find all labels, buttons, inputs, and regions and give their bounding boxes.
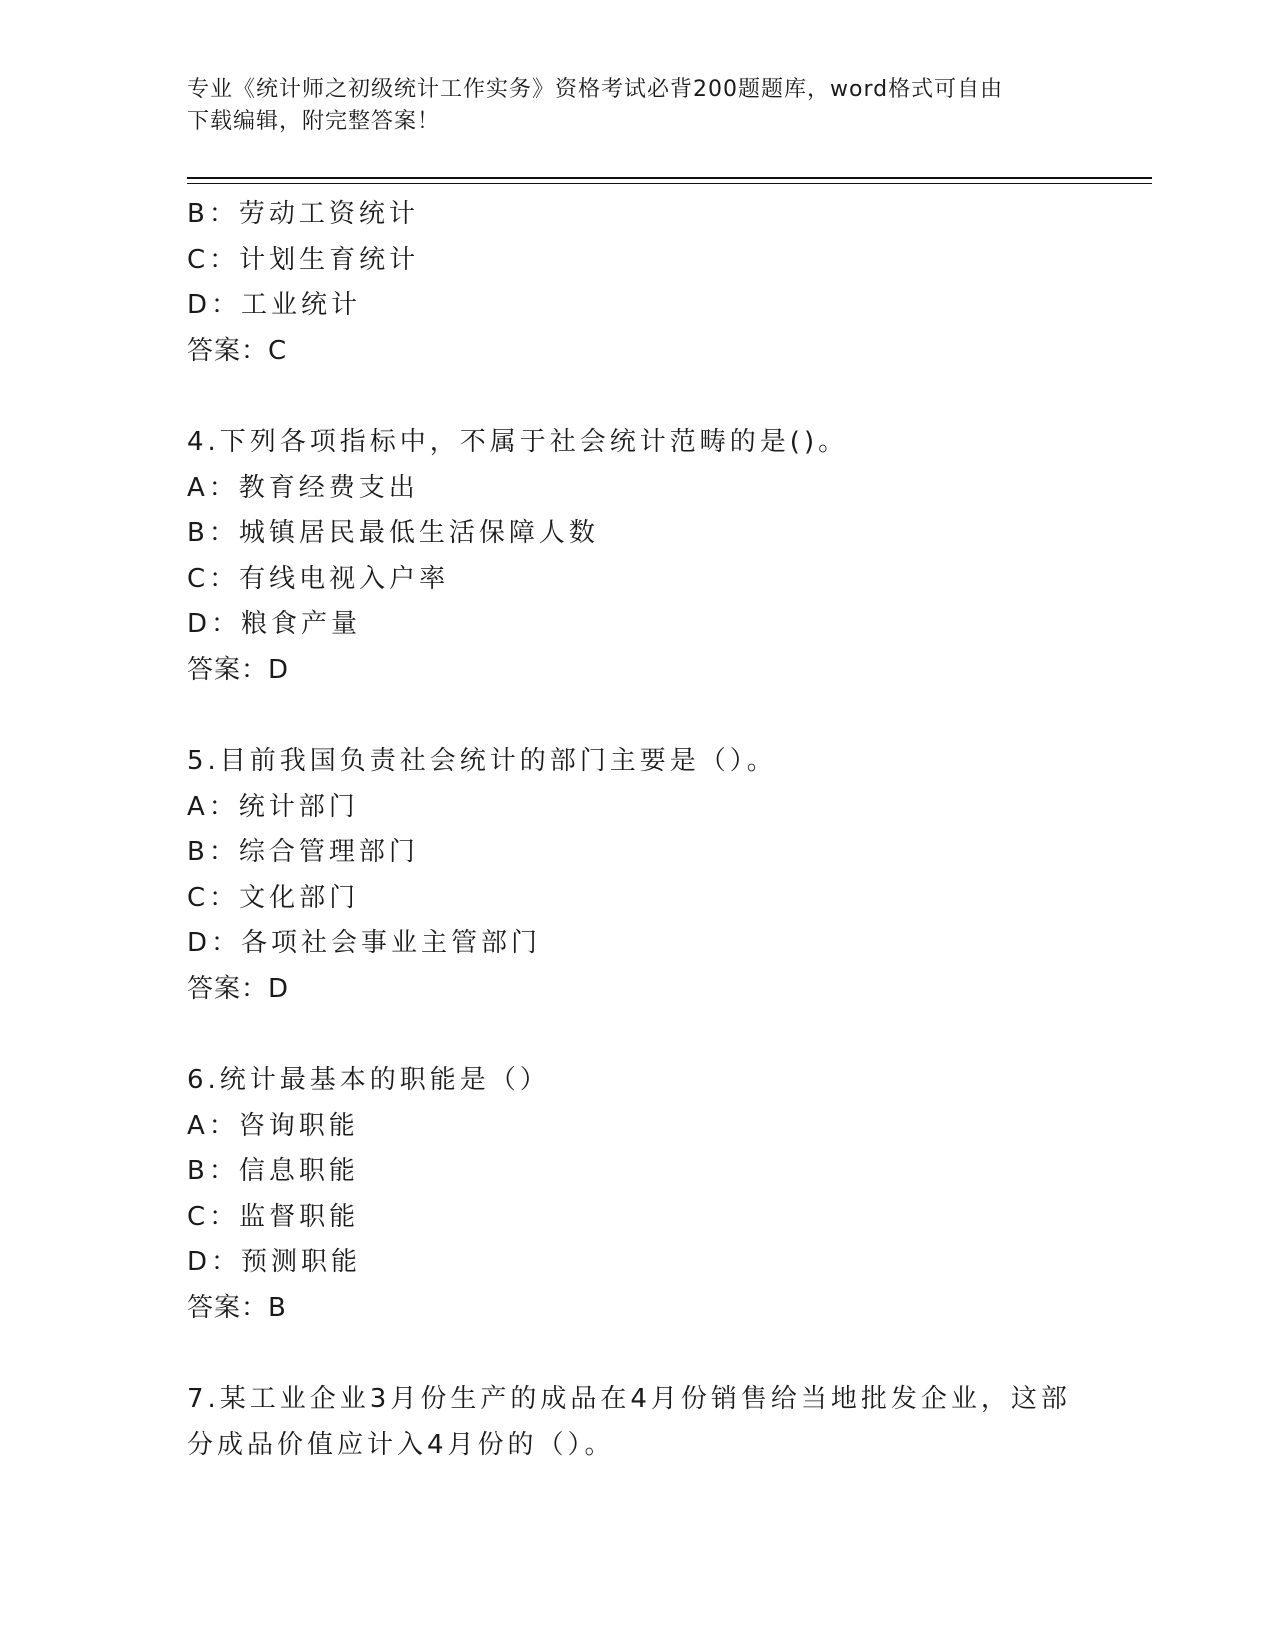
answer: 答案：C bbox=[187, 335, 288, 366]
question-7 bbox=[187, 1377, 1087, 1468]
answer: 答案：D bbox=[187, 973, 290, 1004]
document-header bbox=[187, 74, 1067, 138]
option-b: B：信息职能 bbox=[187, 1156, 359, 1186]
option-d: D：各项社会事业主管部门 bbox=[187, 928, 542, 958]
question-stem-line-2: 分成品价值应计入4月份的（）。 bbox=[187, 1429, 615, 1460]
answer: 答案：D bbox=[187, 654, 290, 685]
question-3 bbox=[187, 192, 1087, 374]
option-a: A：教育经费支出 bbox=[187, 472, 419, 503]
header-line-1: 专业《统计师之初级统计工作实务》资格考试必背200题题库，word格式可自由 bbox=[187, 77, 1004, 102]
option-b: B：综合管理部门 bbox=[187, 837, 419, 867]
question-6 bbox=[187, 1058, 1087, 1331]
option-d: D：粮食产量 bbox=[187, 609, 362, 639]
option-c: C：有线电视入户率 bbox=[187, 563, 450, 594]
question-stem: 5.目前我国负责社会统计的部门主要是（）。 bbox=[187, 746, 777, 776]
question-stem: 4.下列各项指标中，不属于社会统计范畴的是()。 bbox=[187, 427, 849, 457]
question-5 bbox=[187, 739, 1087, 1012]
option-c: C：文化部门 bbox=[187, 882, 360, 913]
header-rule-thick bbox=[187, 177, 1152, 179]
header-line-2: 下载编辑，附完整答案！ bbox=[187, 109, 441, 134]
question-4 bbox=[187, 420, 1087, 693]
option-a: A：统计部门 bbox=[187, 791, 359, 822]
option-a: A：咨询职能 bbox=[187, 1110, 359, 1141]
option-c: C：计划生育统计 bbox=[187, 244, 420, 275]
answer: 答案：B bbox=[187, 1292, 287, 1323]
header-rule-thin bbox=[187, 183, 1152, 184]
question-stem: 6.统计最基本的职能是（） bbox=[187, 1065, 550, 1095]
option-d: D：工业统计 bbox=[187, 290, 362, 320]
option-b: B：城镇居民最低生活保障人数 bbox=[187, 518, 599, 548]
option-d: D：预测职能 bbox=[187, 1247, 362, 1277]
option-c: C：监督职能 bbox=[187, 1201, 360, 1232]
question-stem-line-1: 7.某工业企业3月份生产的成品在4月份销售给当地批发企业，这部 bbox=[187, 1384, 1071, 1414]
question-list bbox=[187, 192, 1087, 1468]
option-b: B：劳动工资统计 bbox=[187, 199, 419, 229]
